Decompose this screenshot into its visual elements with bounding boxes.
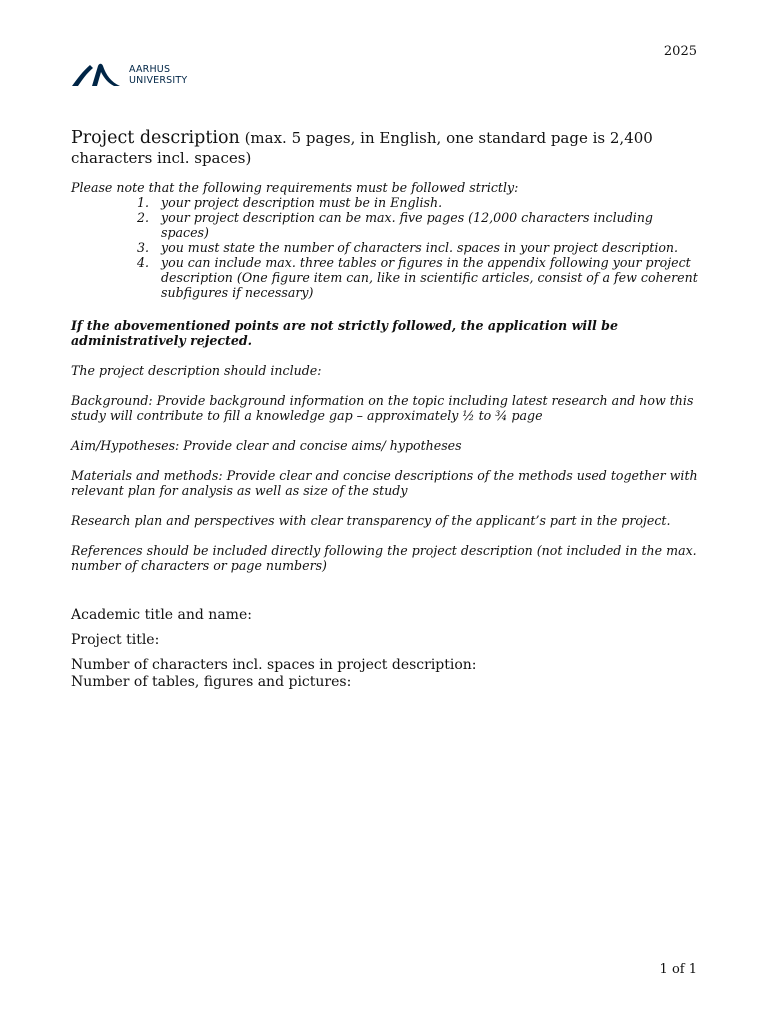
list-item-number: 2. [137,210,150,225]
tables-figures-count-field[interactable]: Number of tables, figures and pictures: [71,674,352,690]
list-item-text: your project description can be max. five pages (12,000 characters including spaces) [161,210,653,240]
logo-wordmark [129,64,187,86]
au-logo-icon [71,62,121,88]
document-year: 2025 [663,44,697,59]
list-item [137,240,701,255]
references-paragraph: References should be included directly following the project description (not included in the max. number of characters or page numbers) [71,543,697,573]
list-item [137,255,701,300]
list-item [137,195,701,210]
project-title-field[interactable]: Project title: [71,632,160,648]
character-count-field[interactable]: Number of characters incl. spaces in project description: [71,657,477,673]
list-item [137,210,701,240]
aarhus-university-logo [71,62,187,88]
list-item-number: 3. [137,240,150,255]
academic-title-field[interactable]: Academic title and name: [71,607,252,623]
background-paragraph: Background: Provide background information on the topic including latest research and how this study will contribute to fill a knowledge gap – approximately ½ to ¾ page [71,393,694,423]
aim-paragraph: Aim/Hypotheses: Provide clear and concise aims/ hypotheses [71,438,462,453]
list-item-text: you can include max. three tables or figures in the appendix following your project description (One figure item can, like in scientific articles, consist of a few coherent subfigures if necessary) [161,255,698,300]
page-number: 1 of 1 [659,962,697,977]
list-item-text: your project description must be in English. [161,195,443,210]
logo-line-aarhus: AARHUS [129,64,171,75]
include-intro: The project description should include: [71,363,322,378]
research-plan-paragraph: Research plan and perspectives with clear transparency of the applicant’s part in the project. [71,513,671,528]
page-title [71,128,701,168]
rejection-warning: If the abovementioned points are not strictly followed, the application will be administratively rejected. [71,318,618,348]
logo-line-university: UNIVERSITY [129,75,188,86]
title-subtitle: (max. 5 pages, in English, one standard page is 2,400 characters incl. spaces) [71,129,653,167]
requirements-intro: Please note that the following requirements must be followed strictly: [71,180,519,195]
list-item-number: 1. [137,195,150,210]
title-main: Project description [71,128,240,148]
list-item-number: 4. [137,255,150,270]
methods-paragraph: Materials and methods: Provide clear and concise descriptions of the methods used together with relevant plan for analysis as well as size of the study [71,468,698,498]
requirements-list [71,195,701,300]
document-body [71,128,701,691]
list-item-text: you must state the number of characters incl. spaces in your project description. [161,240,679,255]
